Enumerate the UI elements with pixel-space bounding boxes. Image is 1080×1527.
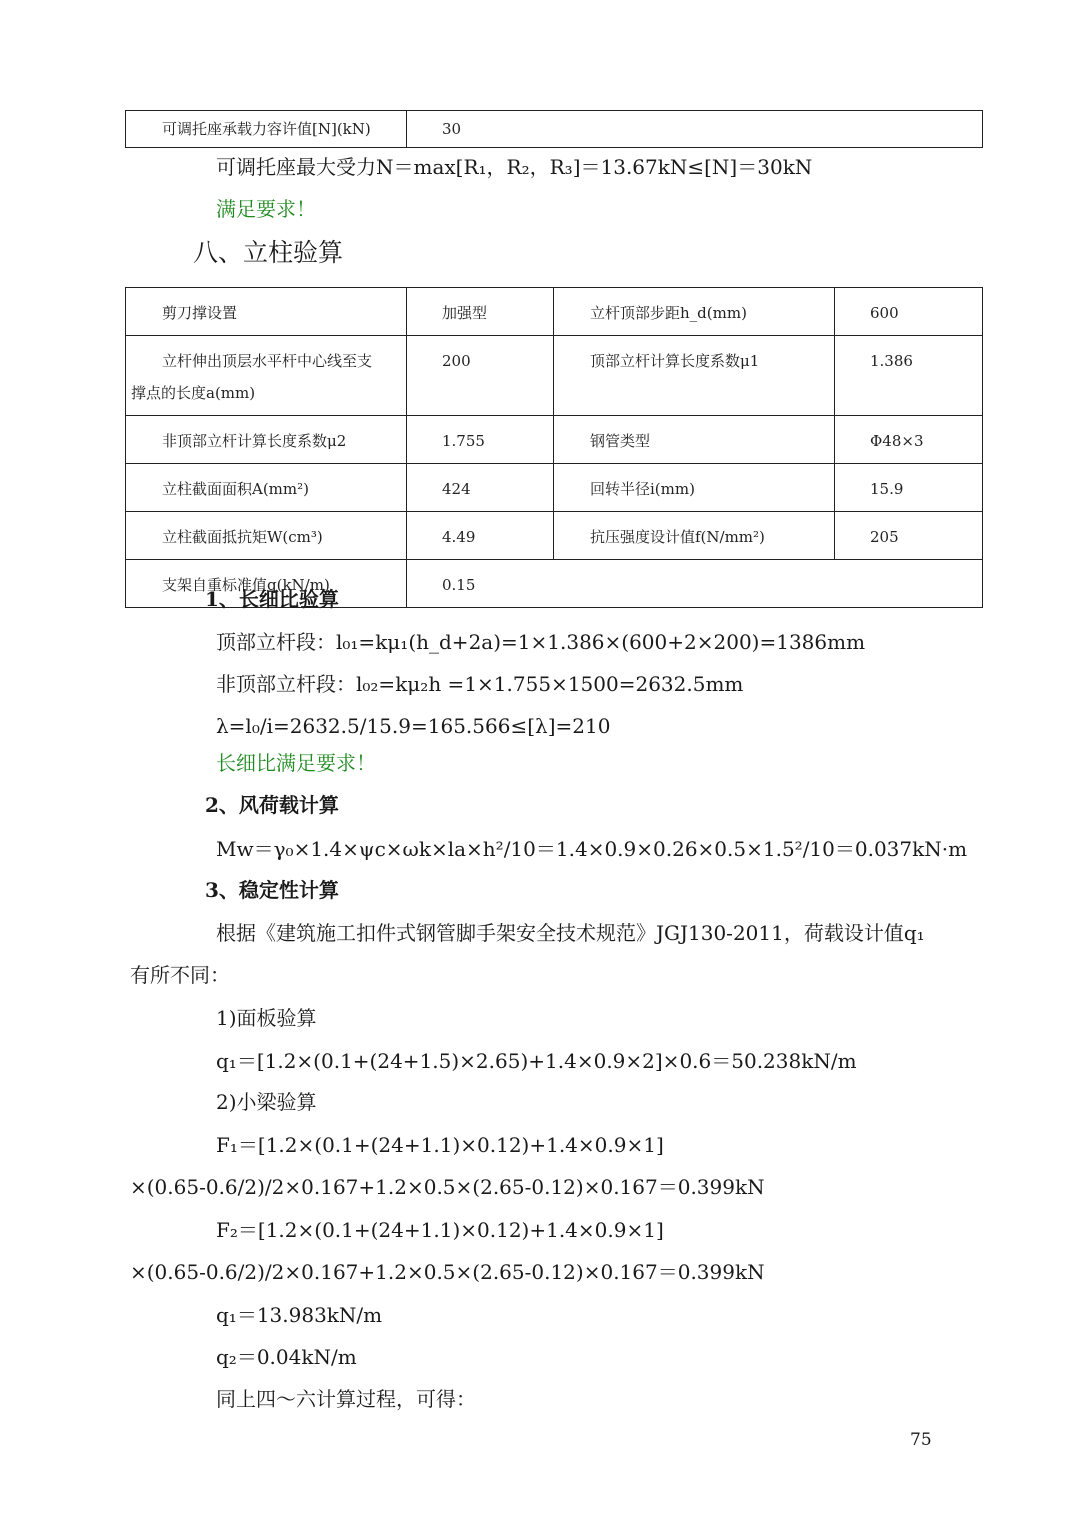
table-cell: 立柱截面面积A(mm²) (126, 464, 407, 512)
table-cell: 立杆顶部步距h_d(mm) (554, 288, 835, 336)
table-cell: 可调托座承载力容许值[N](kN) (126, 111, 407, 148)
text-line: 2)小梁验算 (216, 1090, 317, 1114)
formula-line: q₂＝0.04kN/m (216, 1345, 357, 1369)
text-line: 可调托座最大受力N＝max[R₁，R₂，R₃]＝13.67kN≤[N]＝30kN (216, 155, 813, 179)
table-row (126, 512, 983, 560)
formula-line: F₂＝[1.2×(0.1+(24+1.1)×0.12)+1.4×0.9×1] (216, 1218, 664, 1242)
table-row (126, 111, 983, 148)
table-cell: 424 (407, 464, 554, 512)
formula-line: Mw＝γ₀×1.4×ψc×ωk×la×h²/10＝1.4×0.9×0.26×0.5×1.5²/10＝0.037kN·m (216, 837, 968, 861)
text-line: 根据《建筑施工扣件式钢管脚手架安全技术规范》JGJ130-2011，荷载设计值q₁ (216, 921, 925, 945)
formula-line: λ=l₀/i=2632.5/15.9=165.566≤[λ]=210 (216, 714, 611, 738)
subsection-heading: 2、风荷载计算 (205, 793, 339, 817)
formula-line: F₁＝[1.2×(0.1+(24+1.1)×0.12)+1.4×0.9×1] (216, 1133, 664, 1157)
formula-line: q₁＝[1.2×(0.1+(24+1.5)×2.65)+1.4×0.9×2]×0.6＝50.238kN/m (216, 1049, 857, 1073)
table-cell: 0.15 (407, 560, 983, 608)
table-row (126, 416, 983, 464)
formula-line: ×(0.65-0.6/2)/2×0.167+1.2×0.5×(2.65-0.12)×0.167＝0.399kN (130, 1175, 765, 1199)
section-heading: 八、立柱验算 (193, 238, 344, 267)
subsection-heading: 1、长细比验算 (205, 587, 339, 611)
table-cell: 4.49 (407, 512, 554, 560)
text-line: 1)面板验算 (216, 1006, 317, 1030)
table-cell: 200 (407, 336, 554, 416)
table-cell: 钢管类型 (554, 416, 835, 464)
subsection-heading: 3、稳定性计算 (205, 878, 339, 902)
cell-text: 立杆伸出顶层水平杆中心线至支 (162, 352, 373, 370)
table-cell: 抗压强度设计值f(N/mm²) (554, 512, 835, 560)
table-cell: 30 (407, 111, 983, 148)
table-cell: 立柱截面抵抗矩W(cm³) (126, 512, 407, 560)
top-param-table (125, 110, 983, 148)
table-cell: 1.755 (407, 416, 554, 464)
table-cell: 加强型 (407, 288, 554, 336)
table-cell: 15.9 (835, 464, 983, 512)
status-text: 满足要求！ (216, 197, 316, 221)
formula-line: 顶部立杆段：l₀₁=kμ₁(h_d+2a)=1×1.386×(600+2×200)=1386mm (216, 630, 866, 654)
table-cell: Φ48×3 (835, 416, 983, 464)
table-cell: 600 (835, 288, 983, 336)
table-cell: 非顶部立杆计算长度系数μ2 (126, 416, 407, 464)
text-line: 有所不同： (130, 963, 230, 987)
table-cell: 剪刀撑设置 (126, 288, 407, 336)
table-row (126, 288, 983, 336)
formula-line: 非顶部立杆段：l₀₂=kμ₂h =1×1.755×1500=2632.5mm (216, 672, 744, 696)
status-text: 长细比满足要求！ (216, 751, 376, 775)
table-cell: 205 (835, 512, 983, 560)
table-cell: 顶部立杆计算长度系数μ1 (554, 336, 835, 416)
column-param-table (125, 287, 983, 608)
table-cell (126, 336, 407, 416)
table-cell: 回转半径i(mm) (554, 464, 835, 512)
cell-text: 撑点的长度a(mm) (131, 384, 256, 402)
formula-line: q₁＝13.983kN/m (216, 1303, 383, 1327)
table-cell: 1.386 (835, 336, 983, 416)
text-line: 同上四～六计算过程，可得： (216, 1387, 476, 1411)
formula-line: ×(0.65-0.6/2)/2×0.167+1.2×0.5×(2.65-0.12)×0.167＝0.399kN (130, 1260, 765, 1284)
table-cell: 支架自重标准值q(kN/m) (126, 560, 407, 608)
table-row (126, 464, 983, 512)
page-number: 75 (910, 1430, 932, 1450)
table-row (126, 336, 983, 416)
